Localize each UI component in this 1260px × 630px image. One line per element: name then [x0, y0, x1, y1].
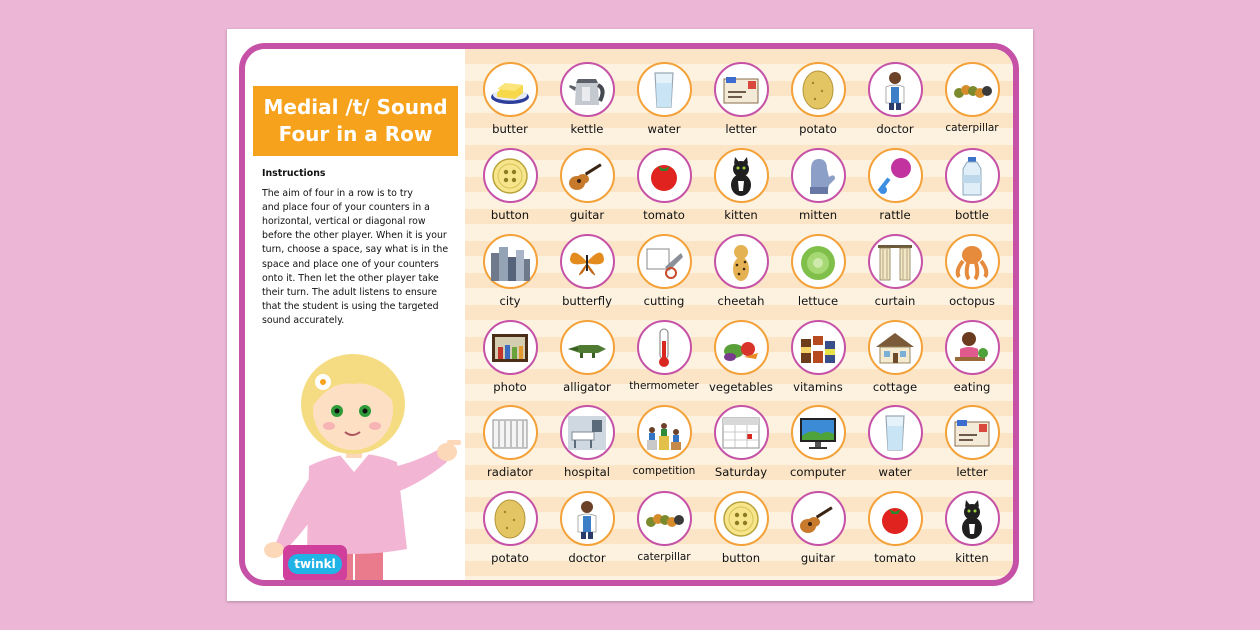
cell-word-label: hospital: [564, 465, 610, 479]
board-cell[interactable]: [711, 320, 771, 402]
title-line-1: Medial /t/ Sound: [263, 95, 448, 119]
vegetables-icon: [720, 327, 762, 369]
board-cell[interactable]: [788, 405, 848, 487]
cell-word-label: octopus: [949, 294, 995, 308]
cell-word-label: cutting: [643, 294, 685, 308]
radiator-icon: [489, 412, 531, 454]
picture-circle[interactable]: [791, 320, 846, 375]
letter-icon: [720, 69, 762, 111]
cell-word-label: radiator: [487, 465, 533, 479]
picture-circle[interactable]: [868, 320, 923, 375]
kitten-icon: [951, 498, 993, 540]
picture-circle[interactable]: [714, 491, 769, 546]
alligator-icon: [566, 327, 608, 369]
picture-circle[interactable]: [791, 491, 846, 546]
picture-circle[interactable]: [560, 320, 615, 375]
board-cell[interactable]: [788, 320, 848, 402]
picture-circle[interactable]: [560, 491, 615, 546]
cell-word-label: curtain: [874, 294, 916, 308]
board-cell[interactable]: [480, 234, 540, 316]
board-cell[interactable]: [865, 320, 925, 402]
board-cell[interactable]: [942, 234, 1002, 316]
curtain-icon: [874, 241, 916, 283]
picture-circle[interactable]: [945, 320, 1000, 375]
cheetah-icon: [720, 241, 762, 283]
instruction-line: their turn. The adult listens to ensure: [262, 286, 438, 298]
game-grid: [465, 49, 1013, 580]
instruction-line: onto it. Then let the other player take: [262, 272, 439, 284]
rattle-icon: [874, 155, 916, 197]
cell-word-label: water: [647, 122, 681, 136]
cell-word-label: doctor: [568, 551, 606, 565]
board-cell[interactable]: [865, 491, 925, 573]
picture-circle[interactable]: [637, 62, 692, 117]
board-cell[interactable]: [942, 405, 1002, 487]
butterfly-icon: [566, 241, 608, 283]
board-cell[interactable]: [865, 405, 925, 487]
picture-circle[interactable]: [483, 148, 538, 203]
game-board-frame: [239, 43, 1019, 586]
board-cell[interactable]: [634, 491, 694, 573]
cell-word-label: cottage: [872, 380, 918, 394]
octopus-icon: [951, 241, 993, 283]
bottle-icon: [951, 155, 993, 197]
instruction-line: The aim of four in a row is to try: [262, 188, 413, 200]
cell-word-label: eating: [953, 380, 991, 394]
board-cell[interactable]: [788, 234, 848, 316]
instruction-line: and place four of your counters in a: [262, 202, 430, 214]
cell-word-label: competition: [632, 465, 696, 477]
cell-word-label: tomato: [643, 208, 685, 222]
picture-circle[interactable]: [560, 234, 615, 289]
kitten-icon: [720, 155, 762, 197]
instruction-line: before the other player. When it is your: [262, 230, 447, 242]
info-panel: [245, 49, 465, 580]
mitten-icon: [797, 155, 839, 197]
doctor-icon: [566, 498, 608, 540]
board-cell[interactable]: [942, 148, 1002, 230]
picture-circle[interactable]: [714, 320, 769, 375]
cell-word-label: city: [499, 294, 521, 308]
picture-circle[interactable]: [714, 234, 769, 289]
guitar-icon: [797, 498, 839, 540]
cell-word-label: kitten: [724, 208, 758, 222]
photo-icon: [489, 327, 531, 369]
cell-word-label: kettle: [570, 122, 604, 136]
instruction-line: turn, choose a space, say what is in the: [262, 244, 449, 256]
cell-word-label: rattle: [879, 208, 911, 222]
picture-circle[interactable]: [791, 148, 846, 203]
picture-circle[interactable]: [714, 148, 769, 203]
cell-word-label: bottle: [955, 208, 989, 222]
board-cell[interactable]: [942, 62, 1002, 144]
picture-circle[interactable]: [483, 491, 538, 546]
board-cell[interactable]: [711, 491, 771, 573]
cell-word-label: potato: [799, 122, 837, 136]
button-icon: [489, 155, 531, 197]
picture-circle[interactable]: [868, 491, 923, 546]
cell-word-label: guitar: [569, 208, 605, 222]
instructions: [262, 167, 457, 328]
page-title: [253, 86, 458, 156]
cell-word-label: potato: [491, 551, 529, 565]
caterpillar-icon: [643, 498, 685, 540]
board-cell[interactable]: [788, 62, 848, 144]
computer-icon: [797, 412, 839, 454]
picture-circle[interactable]: [868, 62, 923, 117]
picture-circle[interactable]: [560, 148, 615, 203]
picture-circle[interactable]: [637, 320, 692, 375]
picture-circle[interactable]: [637, 491, 692, 546]
hospital-icon: [566, 412, 608, 454]
board-cell[interactable]: [942, 491, 1002, 573]
eating-icon: [951, 327, 993, 369]
board-cell[interactable]: [865, 234, 925, 316]
picture-circle[interactable]: [945, 234, 1000, 289]
potato-icon: [489, 498, 531, 540]
board-cell[interactable]: [711, 148, 771, 230]
vitamins-icon: [797, 327, 839, 369]
instruction-line: that the student is using the targeted: [262, 300, 439, 312]
cell-word-label: caterpillar: [637, 551, 691, 563]
title-line-2: Four in a Row: [278, 122, 433, 146]
board-cell[interactable]: [480, 62, 540, 144]
cell-word-label: vitamins: [793, 380, 843, 394]
picture-circle[interactable]: [791, 234, 846, 289]
tomato-icon: [643, 155, 685, 197]
cell-word-label: water: [878, 465, 912, 479]
cell-word-label: guitar: [800, 551, 836, 565]
board-cell[interactable]: [557, 405, 617, 487]
picture-circle[interactable]: [791, 405, 846, 460]
picture-circle[interactable]: [714, 405, 769, 460]
board-cell[interactable]: [634, 148, 694, 230]
board-cell[interactable]: [480, 148, 540, 230]
picture-circle[interactable]: [791, 62, 846, 117]
caterpillar-icon: [951, 69, 993, 111]
picture-circle[interactable]: [868, 234, 923, 289]
cell-word-label: Saturday: [714, 465, 768, 479]
board-cell[interactable]: [634, 405, 694, 487]
board-cell[interactable]: [634, 234, 694, 316]
cell-word-label: photo: [493, 380, 527, 394]
cell-word-label: cheetah: [717, 294, 765, 308]
board-cell[interactable]: [557, 62, 617, 144]
cell-word-label: butter: [492, 122, 528, 136]
cell-word-label: computer: [790, 465, 846, 479]
cell-word-label: thermometer: [629, 380, 699, 392]
cell-word-label: butterfly: [562, 294, 612, 308]
board-cell[interactable]: [788, 148, 848, 230]
board-cell[interactable]: [480, 320, 540, 402]
board-cell[interactable]: [865, 62, 925, 144]
board-cell[interactable]: [711, 62, 771, 144]
board-cell[interactable]: [634, 62, 694, 144]
button-icon: [720, 498, 762, 540]
logo-text: twinkl: [288, 554, 342, 574]
twinkl-logo: [283, 545, 347, 582]
cell-word-label: button: [721, 551, 761, 565]
water-glass-icon: [874, 412, 916, 454]
doctor-icon: [874, 69, 916, 111]
lettuce-icon: [797, 241, 839, 283]
picture-circle[interactable]: [637, 148, 692, 203]
cell-word-label: alligator: [563, 380, 611, 394]
board-cell[interactable]: [629, 320, 699, 402]
picture-circle[interactable]: [560, 62, 615, 117]
board-cell[interactable]: [711, 405, 771, 487]
cell-word-label: button: [490, 208, 530, 222]
picture-circle[interactable]: [560, 405, 615, 460]
water-glass-icon: [643, 69, 685, 111]
competition-icon: [643, 412, 685, 454]
picture-circle[interactable]: [483, 234, 538, 289]
city-icon: [489, 241, 531, 283]
cell-word-label: doctor: [876, 122, 914, 136]
kettle-icon: [566, 69, 608, 111]
cottage-icon: [874, 327, 916, 369]
cell-word-label: caterpillar: [945, 122, 999, 134]
picture-circle[interactable]: [483, 62, 538, 117]
instruction-line: space and place one of your counters: [262, 258, 439, 270]
board-cell[interactable]: [557, 234, 617, 316]
cell-word-label: mitten: [798, 208, 838, 222]
butter-icon: [489, 69, 531, 111]
picture-circle[interactable]: [868, 148, 923, 203]
board-cell[interactable]: [557, 148, 617, 230]
letter-icon: [951, 412, 993, 454]
picture-circle[interactable]: [714, 62, 769, 117]
cell-word-label: letter: [956, 465, 988, 479]
cutting-icon: [643, 241, 685, 283]
cell-word-label: vegetables: [709, 380, 773, 394]
board-cell[interactable]: [788, 491, 848, 573]
cell-word-label: kitten: [955, 551, 989, 565]
board-cell[interactable]: [480, 405, 540, 487]
board-cell[interactable]: [942, 320, 1002, 402]
potato-icon: [797, 69, 839, 111]
instruction-line: horizontal, vertical or diagonal row: [262, 216, 426, 228]
board-cell[interactable]: [557, 320, 617, 402]
picture-circle[interactable]: [637, 405, 692, 460]
picture-circle[interactable]: [868, 405, 923, 460]
picture-circle[interactable]: [483, 320, 538, 375]
picture-circle[interactable]: [483, 405, 538, 460]
guitar-icon: [566, 155, 608, 197]
calendar-icon: [720, 412, 762, 454]
board-cell[interactable]: [557, 491, 617, 573]
instructions-heading: Instructions: [262, 168, 326, 179]
board-cell[interactable]: [480, 491, 540, 573]
picture-circle[interactable]: [945, 148, 1000, 203]
picture-circle[interactable]: [945, 491, 1000, 546]
board-cell[interactable]: [711, 234, 771, 316]
cell-word-label: tomato: [874, 551, 916, 565]
tomato-icon: [874, 498, 916, 540]
picture-circle[interactable]: [945, 62, 1000, 117]
cell-word-label: letter: [725, 122, 757, 136]
cell-word-label: lettuce: [797, 294, 839, 308]
board-cell[interactable]: [865, 148, 925, 230]
instruction-line: sound accurately.: [262, 314, 345, 326]
thermometer-icon: [643, 327, 685, 369]
picture-circle[interactable]: [945, 405, 1000, 460]
picture-circle[interactable]: [637, 234, 692, 289]
